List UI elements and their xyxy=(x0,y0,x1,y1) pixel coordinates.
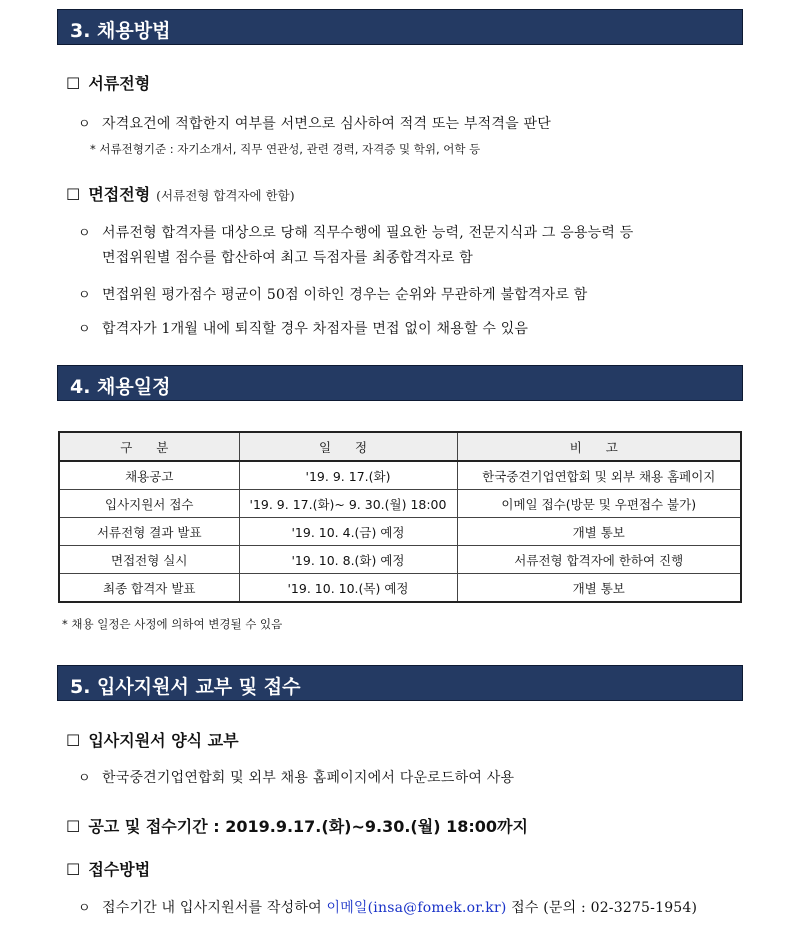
form-distribution-bullet xyxy=(78,767,514,787)
document-screening-bullet xyxy=(78,113,551,133)
bullet-icon: ㅇ xyxy=(78,322,91,337)
row-category: 면접전형 실시 xyxy=(59,546,239,574)
header-remarks: 비 고 xyxy=(457,432,741,461)
table-row xyxy=(59,461,741,490)
interview-text-1b: 면접위원별 점수를 합산하여 최고 득점자를 최종합격자로 함 xyxy=(102,250,473,266)
bullet-icon: ㅇ xyxy=(78,288,91,303)
row-category: 서류전형 결과 발표 xyxy=(59,518,239,546)
application-method-heading xyxy=(66,857,150,880)
document-screening-text: 자격요건에 적합한지 여부를 서면으로 심사하여 적격 또는 부적격을 판단 xyxy=(102,116,551,132)
email-link[interactable]: 이메일(insa@fomek.or.kr) xyxy=(326,900,507,916)
bullet-icon: ㅇ xyxy=(78,117,91,132)
form-distribution-text: 한국중견기업연합회 및 외부 채용 홈페이지에서 다운로드하여 사용 xyxy=(102,770,515,786)
document-screening-title: 서류전형 xyxy=(88,74,151,93)
document-screening-heading xyxy=(66,71,150,94)
section-3-title: 3. 채용방법 xyxy=(70,20,171,42)
interview-bullet-1 xyxy=(78,222,634,242)
section-5-title: 5. 입사지원서 교부 및 접수 xyxy=(70,676,301,698)
schedule-table xyxy=(58,431,742,603)
row-remarks: 개별 통보 xyxy=(457,574,741,603)
section-4-title: 4. 채용일정 xyxy=(70,376,171,398)
checkbox-square-icon: ☐ xyxy=(66,860,81,879)
bullet-icon: ㅇ xyxy=(78,771,91,786)
application-method-text-pre: 접수기간 내 입사지원서를 작성하여 xyxy=(102,900,327,916)
form-distribution-heading xyxy=(66,728,239,751)
interview-title: 면접전형 xyxy=(88,185,151,204)
section-3-header xyxy=(57,9,743,45)
row-remarks: 서류전형 합격자에 한하여 진행 xyxy=(457,546,741,574)
interview-bullet-3 xyxy=(78,318,528,338)
bullet-icon: ㅇ xyxy=(78,901,91,916)
row-remarks: 이메일 접수(방문 및 우편접수 불가) xyxy=(457,490,741,518)
row-remarks: 한국중견기업연합회 및 외부 채용 홈페이지 xyxy=(457,461,741,490)
interview-bullet-2 xyxy=(78,284,588,304)
row-schedule: '19. 10. 4.(금) 예정 xyxy=(239,518,457,546)
row-schedule: '19. 9. 17.(화)~ 9. 30.(월) 18:00 xyxy=(239,490,457,518)
application-method-bullet xyxy=(78,897,697,917)
interview-heading xyxy=(66,182,295,205)
row-category: 입사지원서 접수 xyxy=(59,490,239,518)
row-schedule: '19. 10. 8.(화) 예정 xyxy=(239,546,457,574)
schedule-note: * 채용 일정은 사정에 의하여 변경될 수 있음 xyxy=(62,617,283,631)
checkbox-square-icon: ☐ xyxy=(66,185,81,204)
checkbox-square-icon: ☐ xyxy=(66,731,81,750)
header-category: 구 분 xyxy=(59,432,239,461)
checkbox-square-icon: ☐ xyxy=(66,817,81,836)
table-row xyxy=(59,546,741,574)
interview-text-1a: 서류전형 합격자를 대상으로 당해 직무수행에 필요한 능력, 전문지식과 그 응용능력 등 xyxy=(102,225,634,241)
application-method-title: 접수방법 xyxy=(88,860,151,879)
table-row xyxy=(59,490,741,518)
row-category: 최종 합격자 발표 xyxy=(59,574,239,603)
table-row xyxy=(59,574,741,603)
section-4-header xyxy=(57,365,743,401)
application-period-title: 공고 및 접수기간 : 2019.9.17.(화)~9.30.(월) 18:00까지 xyxy=(88,817,528,836)
row-category: 채용공고 xyxy=(59,461,239,490)
interview-subtitle: (서류전형 합격자에 한함) xyxy=(156,188,295,203)
application-period-heading xyxy=(66,814,528,837)
bullet-icon: ㅇ xyxy=(78,226,91,241)
document-screening-criteria-note: * 서류전형기준 : 자기소개서, 직무 연관성, 관련 경력, 자격증 및 학위, 어학 등 xyxy=(90,142,481,156)
row-remarks: 개별 통보 xyxy=(457,518,741,546)
row-schedule: '19. 10. 10.(목) 예정 xyxy=(239,574,457,603)
checkbox-square-icon: ☐ xyxy=(66,74,81,93)
row-schedule: '19. 9. 17.(화) xyxy=(239,461,457,490)
section-5-header xyxy=(57,665,743,701)
application-method-text-post: 접수 (문의 : 02-3275-1954) xyxy=(506,900,698,916)
header-schedule: 일 정 xyxy=(239,432,457,461)
interview-text-3: 합격자가 1개월 내에 퇴직할 경우 차점자를 면접 없이 채용할 수 있음 xyxy=(102,321,529,337)
interview-text-2: 면접위원 평가점수 평균이 50점 이하인 경우는 순위와 무관하게 불합격자로 함 xyxy=(102,287,588,303)
form-distribution-title: 입사지원서 양식 교부 xyxy=(88,731,239,750)
table-header-row xyxy=(59,432,741,461)
table-row xyxy=(59,518,741,546)
